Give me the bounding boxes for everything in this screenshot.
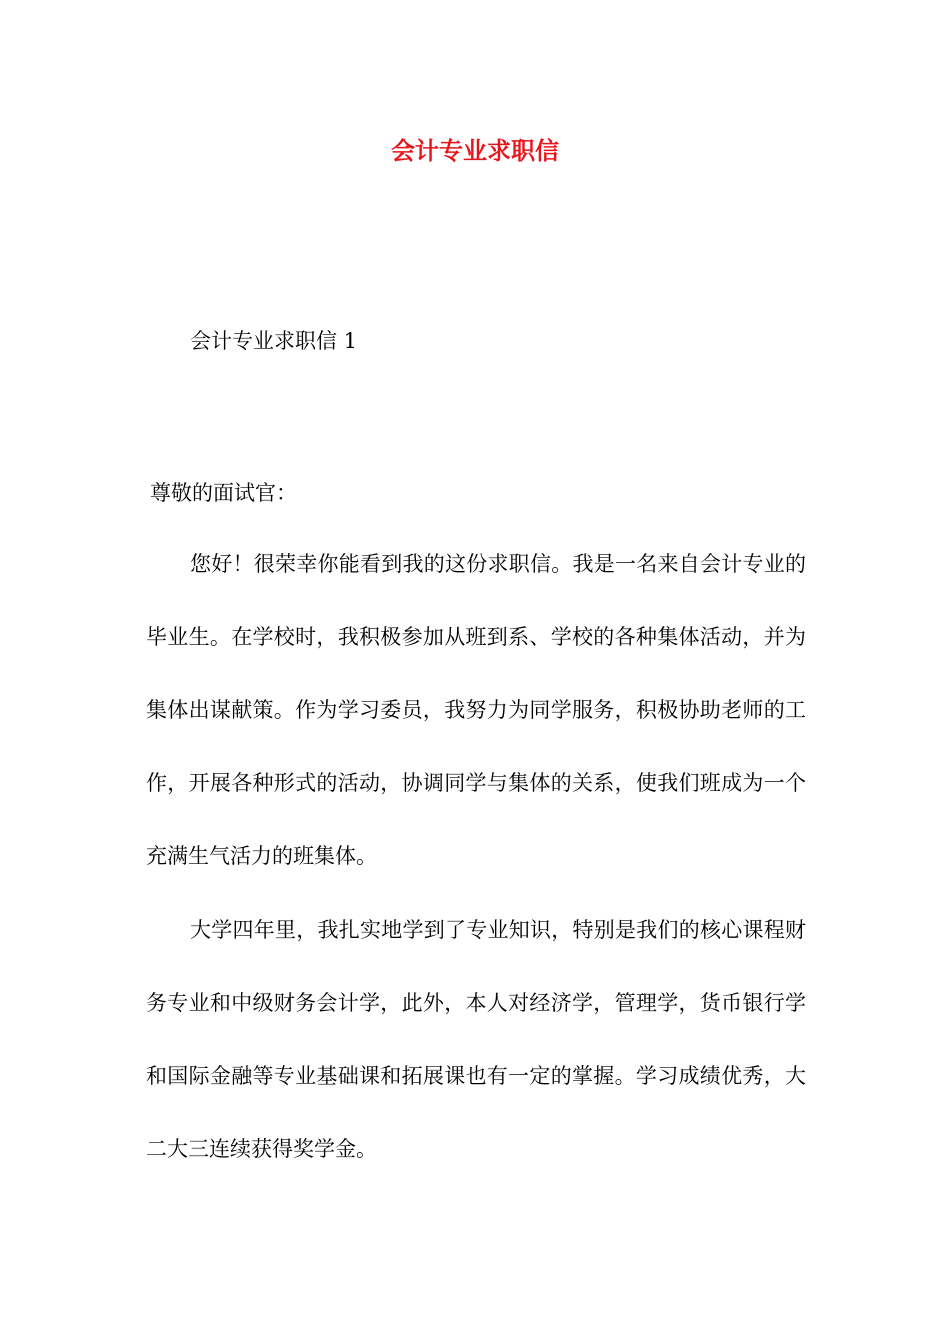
paragraph-2-block (146, 894, 806, 1186)
paragraph-2: 大学四年里，我扎实地学到了专业知识，特别是我们的核心课程财务专业和中级财务会计学，此外，本人对经济学，管理学，货币银行学和国际金融等专业基础课和拓展课也有一定的掌握。学习成绩优秀，大二大三连续获得奖学金。 (146, 918, 806, 1161)
paragraph-1: 您好！很荣幸你能看到我的这份求职信。我是一名来自会计专业的毕业生。在学校时，我积极参加从班到系、学校的各种集体活动，并为集体出谋献策。作为学习委员，我努力为同学服务，积极协助老师的工作，开展各种形式的活动，协调同学与集体的关系，使我们班成为一个充满生气活力的班集体。 (146, 552, 806, 868)
salutation: 尊敬的面试官： (150, 481, 297, 505)
document-title: 会计专业求职信 (391, 136, 559, 165)
paragraph-1-block (146, 528, 806, 893)
letter-subtitle: 会计专业求职信 1 (190, 329, 358, 353)
